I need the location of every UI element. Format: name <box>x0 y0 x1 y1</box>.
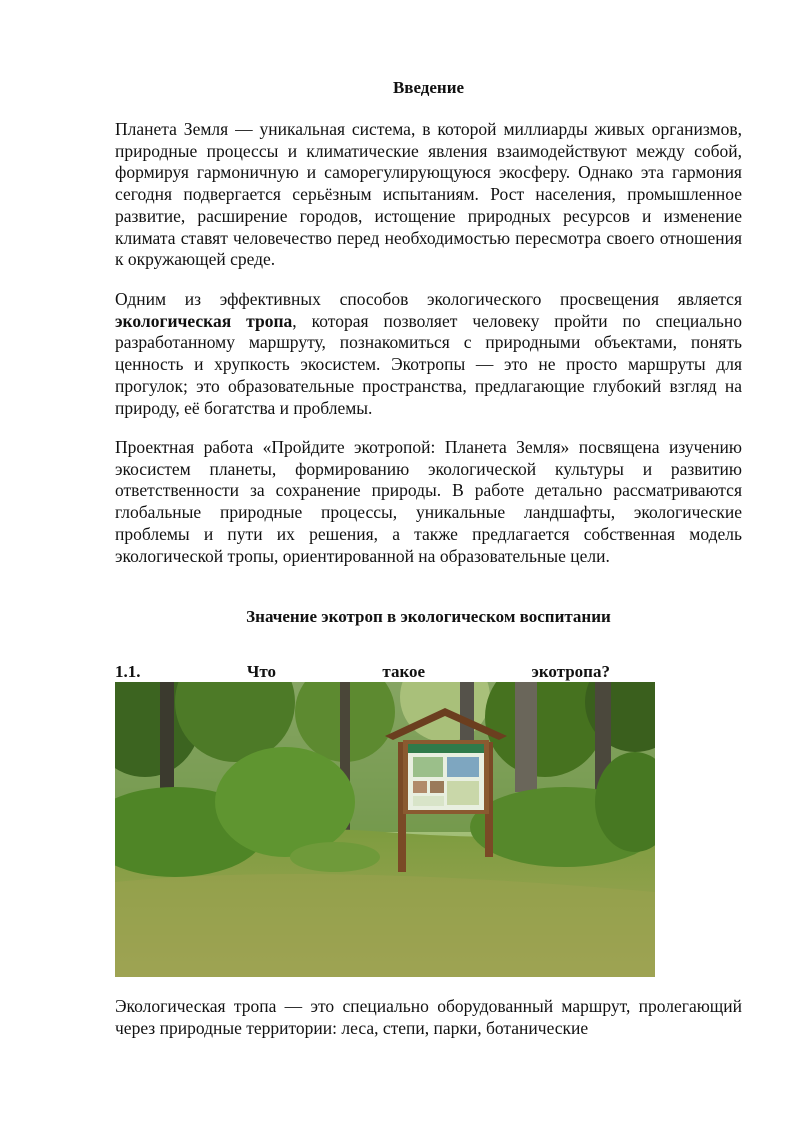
page-title: Введение <box>392 78 465 97</box>
intro-paragraph-1: Планета Земля — уникальная система, в которой миллиарды живых организмов, природные процессы и климатические явления взаимодействуют между собой, формируя гармоничную и саморегулирующуюся экосферу. Однако эта гармония сегодня подвергается серьёзным испытаниям. Рост населения, промышленное развитие, расширение городов, истощение природных ресурсов и изменение климата ставят человечество перед необходимостью пересмотра своего отношения к окружающей среде. <box>115 119 742 270</box>
paragraph-2-end: , которая позволяет человеку пройти по специально разработанному маршруту, познакомиться с природными объектами, понять ценность и хрупкость экосистем. Экотропы — это не просто маршруты для прогулок; это образовательные пространства, предлагающие глубокий взгляд на природу, её богатства и проблемы. <box>115 310 743 418</box>
subsection-word-3: экотропа? <box>531 662 610 681</box>
subsection-word-2: такое <box>382 662 426 681</box>
eco-trail-photo <box>115 682 655 977</box>
eco-trail-term: экологическая тропа <box>115 310 293 331</box>
intro-paragraph-3: Проектная работа «Пройдите экотропой: Планета Земля» посвящена изучению экосистем планеты, формированию экологической культуры и развитию ответственности за сохранение природы. В работе детально рассматриваются глобальные природные процессы, уникальные ландшафты, экологические проблемы и пути их решения, а также предлагается собственная модель экологической тропы, ориентированной на образовательные цели. <box>115 437 742 566</box>
forest-info-board-image <box>115 682 655 977</box>
subsection-heading <box>115 661 610 683</box>
subsection-word-1: Что <box>246 662 276 681</box>
section-heading: Значение экотроп в экологическом воспитании <box>246 607 611 626</box>
subsection-number: 1.1. <box>115 662 141 681</box>
definition-paragraph: Экологическая тропа — это специально оборудованный маршрут, пролегающий через природные территории: леса, степи, парки, ботанические <box>115 996 742 1038</box>
intro-paragraph-2 <box>115 289 742 419</box>
paragraph-2-start: Одним из эффективных способов экологического просвещения является <box>115 289 742 309</box>
